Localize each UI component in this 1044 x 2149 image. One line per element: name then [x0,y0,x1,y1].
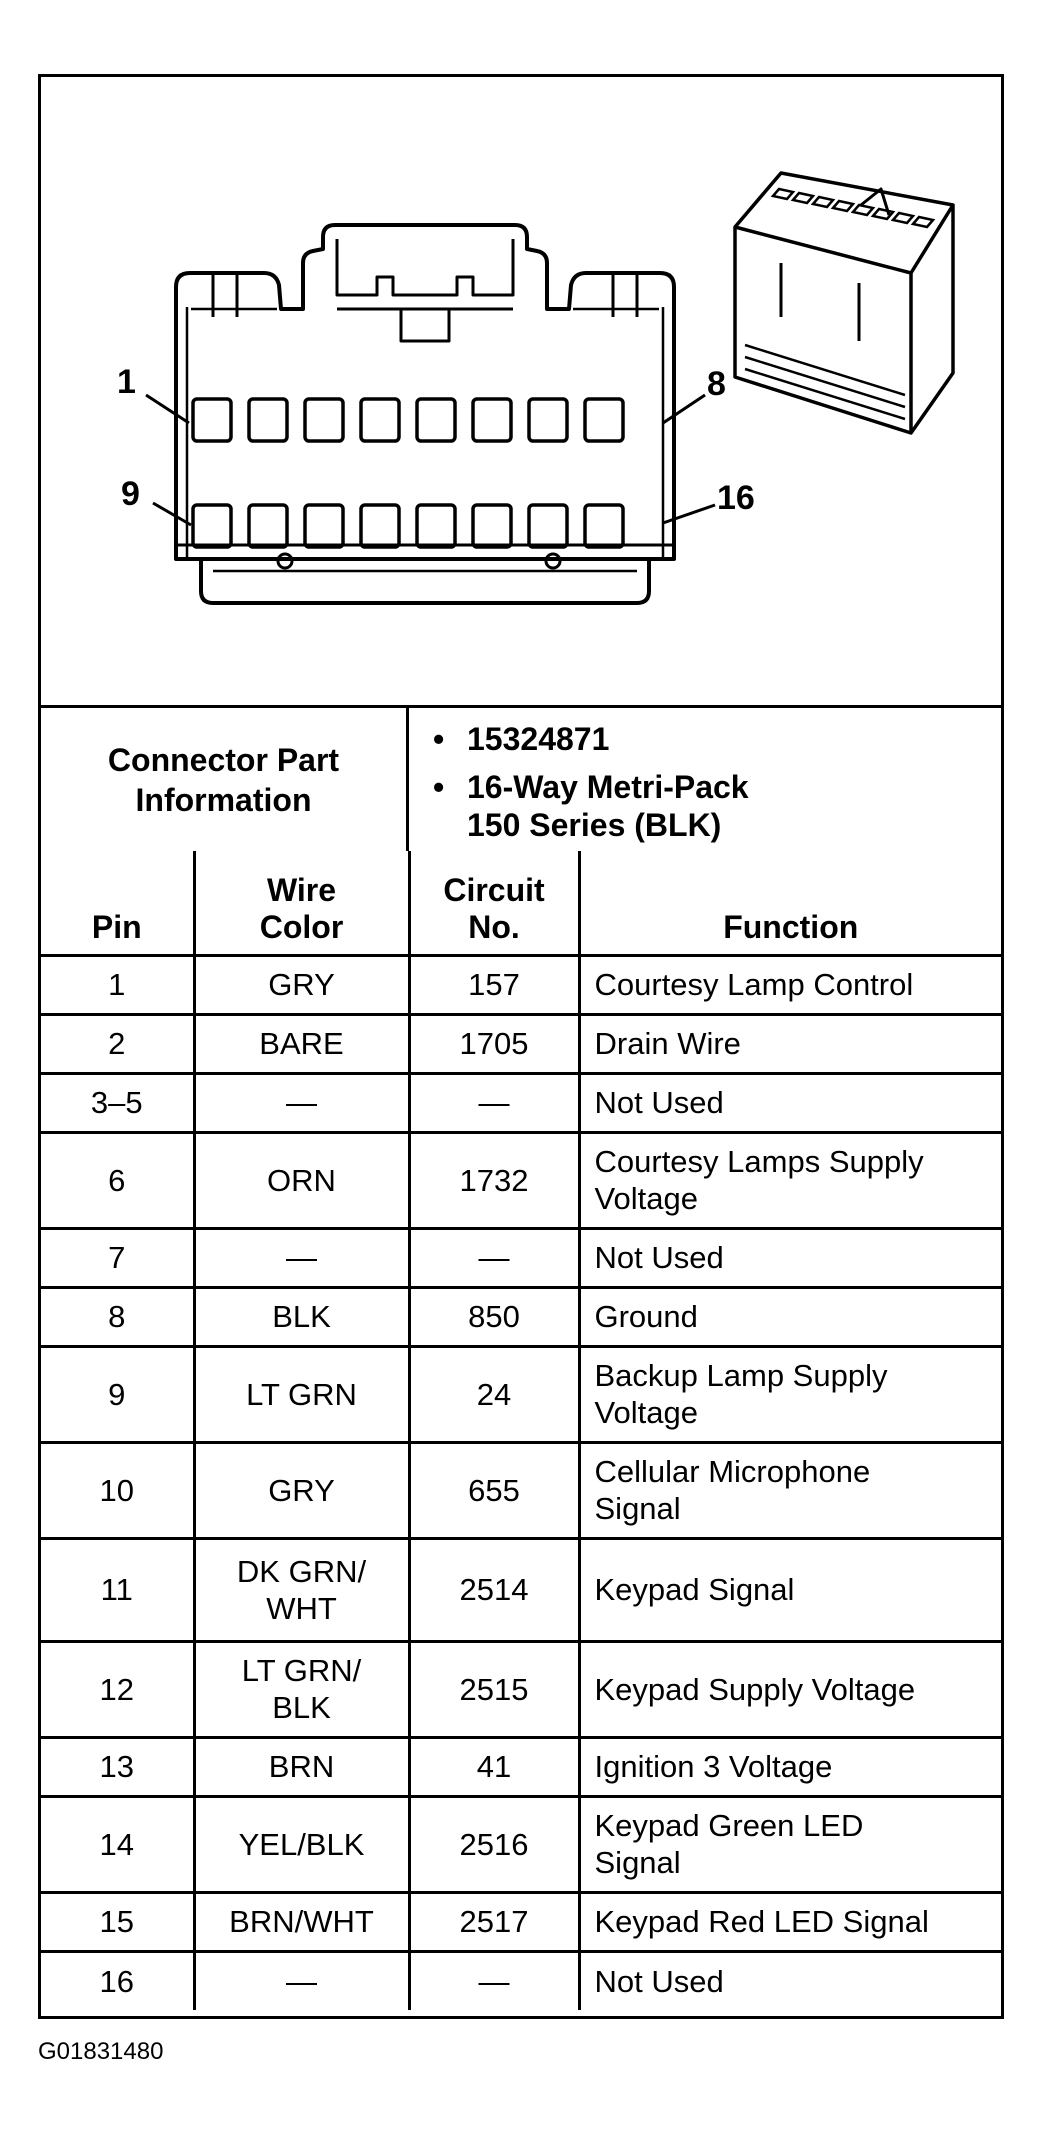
cell-function: Keypad Red LED Signal [579,1892,1001,1951]
cell-wire-color: ORN [194,1132,409,1228]
cell-wire-color: — [194,1228,409,1287]
cell-circuit-no: 24 [409,1346,579,1442]
cell-function: Courtesy Lamps Supply Voltage [579,1132,1001,1228]
pin-cavity-4 [361,399,399,441]
header-function: Function [579,851,1001,955]
table-row [41,1287,1001,1346]
cell-pin: 15 [41,1892,194,1951]
part-info-list [409,708,1001,851]
cell-function: Ground [579,1287,1001,1346]
cell-circuit-no: 2514 [409,1538,579,1641]
pin-cavity-10 [249,505,287,547]
cell-wire-color: — [194,1073,409,1132]
connector-drawing [41,77,1001,705]
cell-function: Courtesy Lamp Control [579,955,1001,1014]
pin-cavity-3 [305,399,343,441]
cell-pin: 11 [41,1538,194,1641]
pin-9-leader [153,503,191,525]
cell-wire-color: DK GRN/ WHT [194,1538,409,1641]
cell-wire-color: GRY [194,1442,409,1538]
cell-function: Drain Wire [579,1014,1001,1073]
pin-cavity-9 [193,505,231,547]
cell-pin: 13 [41,1737,194,1796]
figure-id: G01831480 [38,2038,164,2065]
pin-cavity-7 [529,399,567,441]
cell-wire-color: — [194,1951,409,2010]
table-row [41,1228,1001,1287]
pin-cavity-11 [305,505,343,547]
cell-circuit-no: 655 [409,1442,579,1538]
table-row [41,1796,1001,1892]
table-row [41,955,1001,1014]
cell-circuit-no: 41 [409,1737,579,1796]
table-row [41,1892,1001,1951]
pin-16-leader [663,505,715,523]
iso-cavity [853,205,873,215]
cell-function: Keypad Signal [579,1538,1001,1641]
cell-pin: 16 [41,1951,194,2010]
connector-part-info [41,705,1001,851]
cell-circuit-no: — [409,1951,579,2010]
header-pin: Pin [41,851,194,955]
table-row [41,1073,1001,1132]
connector-isometric-view [735,173,953,433]
pin-table-body [41,955,1001,2010]
cell-wire-color: BLK [194,1287,409,1346]
table-row [41,1442,1001,1538]
table-row [41,1737,1001,1796]
cell-function: Not Used [579,1228,1001,1287]
cell-pin: 2 [41,1014,194,1073]
cell-pin: 9 [41,1346,194,1442]
cell-circuit-no: 157 [409,955,579,1014]
cell-pin: 8 [41,1287,194,1346]
table-row [41,1346,1001,1442]
cell-pin: 3–5 [41,1073,194,1132]
cell-pin: 7 [41,1228,194,1287]
cell-pin: 12 [41,1641,194,1737]
header-wire-color: Wire Color [194,851,409,955]
cell-circuit-no: 2516 [409,1796,579,1892]
pin-label-1: 1 [117,363,136,401]
cell-circuit-no: 2517 [409,1892,579,1951]
cell-function: Not Used [579,1951,1001,2010]
cell-circuit-no: — [409,1228,579,1287]
cell-circuit-no: 2515 [409,1641,579,1737]
cell-pin: 1 [41,955,194,1014]
cell-wire-color: LT GRN/ BLK [194,1641,409,1737]
pin-cavity-5 [417,399,455,441]
table-row [41,1132,1001,1228]
iso-cavity [773,189,793,199]
table-row [41,1014,1001,1073]
part-info-label: Connector Part Information [41,708,409,851]
cell-pin: 14 [41,1796,194,1892]
pin-8-leader [663,395,705,423]
cell-circuit-no: 1705 [409,1014,579,1073]
table-header-row [41,851,1001,955]
part-number: • 15324871 [433,720,1001,758]
pin-label-16: 16 [717,479,755,517]
cell-function: Backup Lamp Supply Voltage [579,1346,1001,1442]
pin-cavity-1 [193,399,231,441]
pin-cavity-12 [361,505,399,547]
cell-function: Ignition 3 Voltage [579,1737,1001,1796]
pin-cavity-15 [529,505,567,547]
iso-cavity [813,197,833,207]
pin-cavity-2 [249,399,287,441]
pin-cavity-8 [585,399,623,441]
iso-cavity [873,209,893,219]
table-row [41,1538,1001,1641]
cell-pin: 6 [41,1132,194,1228]
cell-pin: 10 [41,1442,194,1538]
cell-function: Not Used [579,1073,1001,1132]
cell-function: Keypad Supply Voltage [579,1641,1001,1737]
pin-cavity-13 [417,505,455,547]
cell-function: Cellular Microphone Signal [579,1442,1001,1538]
cell-wire-color: GRY [194,955,409,1014]
pin-1-leader [146,395,189,423]
connector-illustration [41,77,1001,705]
pin-cavities [193,399,623,547]
connector-type: • 16-Way Metri-Pack 150 Series (BLK) [433,768,1001,844]
table-row [41,1641,1001,1737]
pin-label-9: 9 [121,475,140,513]
iso-cavity [913,217,933,227]
diagram-frame [38,74,1004,2019]
cell-wire-color: BARE [194,1014,409,1073]
pin-label-8: 8 [707,365,726,403]
pin-cavity-16 [585,505,623,547]
cell-circuit-no: — [409,1073,579,1132]
cell-function: Keypad Green LED Signal [579,1796,1001,1892]
table-row [41,1951,1001,2010]
iso-cavity [833,201,853,211]
pin-cavity-6 [473,399,511,441]
cell-wire-color: BRN [194,1737,409,1796]
cell-circuit-no: 1732 [409,1132,579,1228]
iso-cavity [793,193,813,203]
cell-wire-color: YEL/BLK [194,1796,409,1892]
cell-circuit-no: 850 [409,1287,579,1346]
cell-wire-color: BRN/WHT [194,1892,409,1951]
iso-cavity [893,213,913,223]
cell-wire-color: LT GRN [194,1346,409,1442]
pin-cavity-14 [473,505,511,547]
pin-function-table [41,851,1001,2010]
header-circuit-no: Circuit No. [409,851,579,955]
